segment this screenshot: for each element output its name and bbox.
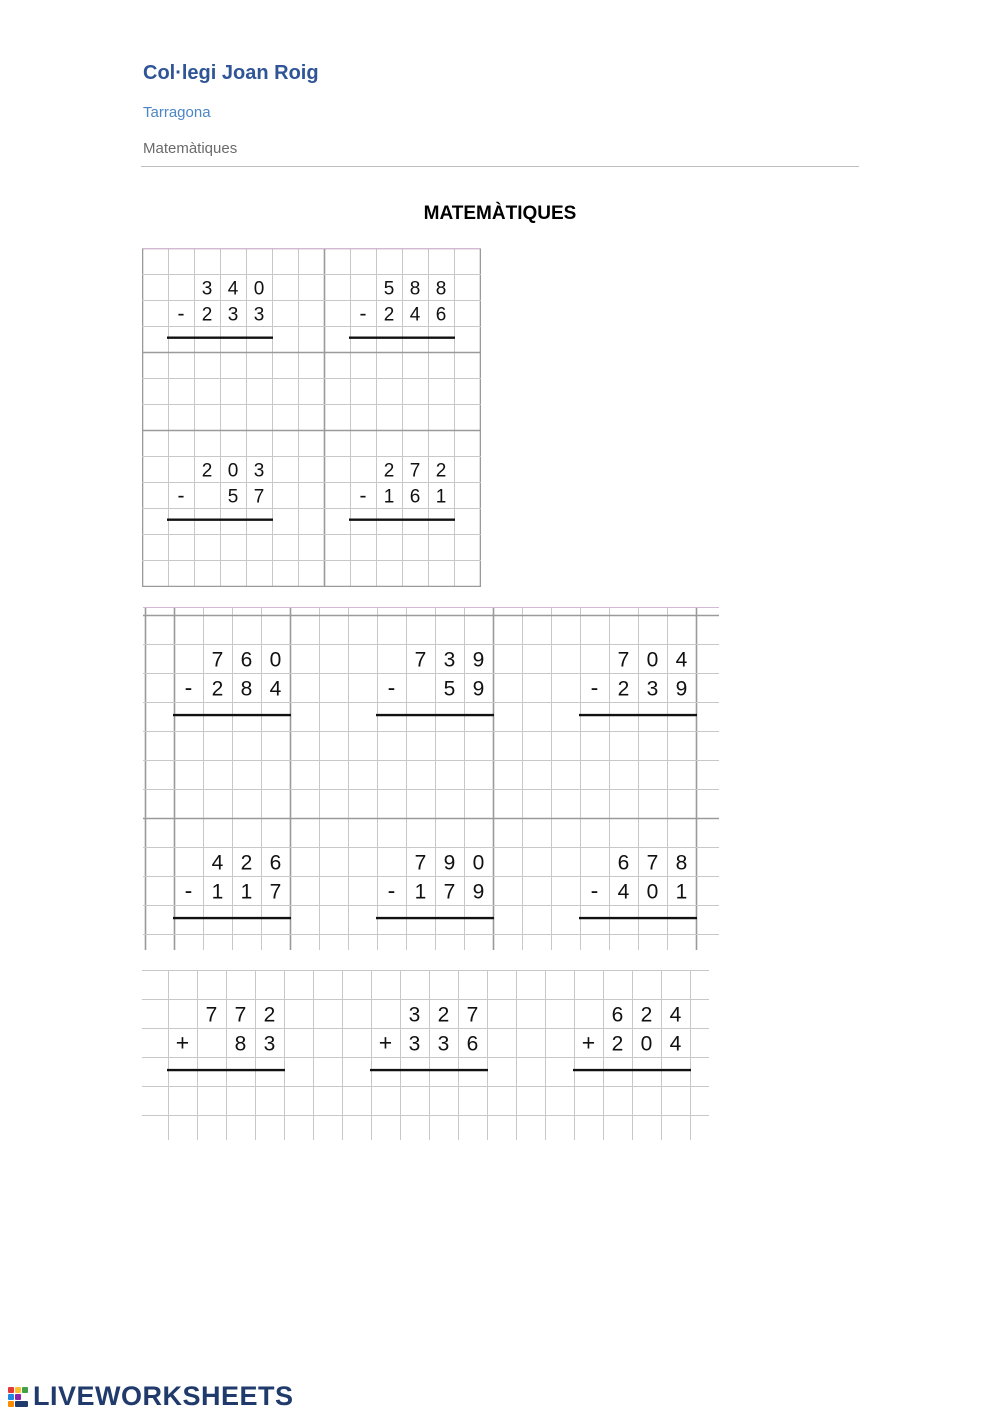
digit: 4 — [227, 278, 239, 300]
digit: 6 — [611, 1003, 624, 1027]
digit: 4 — [669, 1003, 682, 1027]
digit: 2 — [201, 460, 213, 482]
digit: 7 — [409, 460, 421, 482]
plus-sign: + — [175, 1029, 190, 1056]
digit: 2 — [617, 677, 630, 701]
digit: 6 — [269, 851, 282, 875]
digit: 0 — [640, 1032, 653, 1056]
digit: 3 — [646, 677, 659, 701]
digit: 8 — [409, 278, 421, 300]
digit: 7 — [414, 851, 427, 875]
digit: 3 — [253, 460, 265, 482]
digit: 6 — [435, 304, 447, 326]
grid-paper — [142, 248, 481, 587]
digit: 2 — [211, 677, 224, 701]
digit: 5 — [227, 486, 239, 508]
digit: 4 — [409, 304, 421, 326]
school-name: Col·legi Joan Roig — [143, 62, 319, 84]
grid-paper — [142, 970, 709, 1140]
school-city: Tarragona — [143, 104, 211, 121]
digit: 1 — [675, 880, 688, 904]
digit: 9 — [675, 677, 688, 701]
digit: 4 — [675, 648, 688, 672]
digit: 7 — [205, 1003, 218, 1027]
digit: 5 — [383, 278, 395, 300]
digit: 1 — [383, 486, 395, 508]
digit: 0 — [227, 460, 239, 482]
digit: 7 — [414, 648, 427, 672]
addition-grid — [142, 970, 709, 1140]
digit: 1 — [414, 880, 427, 904]
digit: 7 — [253, 486, 265, 508]
digit: 9 — [443, 851, 456, 875]
subtraction-grid-2 — [143, 607, 719, 950]
digit: 8 — [675, 851, 688, 875]
digit: 4 — [669, 1032, 682, 1056]
digit: 3 — [227, 304, 239, 326]
page-title: MATEMÀTIQUES — [423, 203, 577, 224]
digit: 3 — [437, 1032, 450, 1056]
footer-logo — [8, 1381, 294, 1411]
digit: 1 — [211, 880, 224, 904]
digit: 4 — [269, 677, 282, 701]
digit: 2 — [240, 851, 253, 875]
digit: 0 — [269, 648, 282, 672]
digit: 6 — [240, 648, 253, 672]
digit: 5 — [443, 677, 456, 701]
subject-label: Matemàtiques — [143, 140, 238, 157]
digit: 7 — [234, 1003, 247, 1027]
liveworksheets-logo-icon — [8, 1385, 30, 1407]
footer-brand: LIVEWORKSHEETS — [33, 1380, 294, 1411]
digit: 0 — [253, 278, 265, 300]
digit: 0 — [472, 851, 485, 875]
digit: 7 — [443, 880, 456, 904]
digit: 7 — [466, 1003, 479, 1027]
minus-sign: - — [359, 302, 367, 326]
digit: 6 — [409, 486, 421, 508]
digit: 3 — [201, 278, 213, 300]
digit: 2 — [383, 460, 395, 482]
minus-sign: - — [387, 877, 396, 904]
digit: 8 — [240, 677, 253, 701]
digit: 6 — [466, 1032, 479, 1056]
digit: 2 — [263, 1003, 276, 1027]
minus-sign: - — [590, 674, 599, 701]
digit: 4 — [211, 851, 224, 875]
digit: 8 — [234, 1032, 247, 1056]
plus-sign: + — [378, 1029, 393, 1056]
minus-sign: - — [359, 484, 367, 508]
minus-sign: - — [177, 302, 185, 326]
minus-sign: - — [184, 877, 193, 904]
digit: 3 — [253, 304, 265, 326]
minus-sign: - — [590, 877, 599, 904]
digit: 6 — [617, 851, 630, 875]
subtraction-grid-1 — [142, 248, 481, 587]
digit: 2 — [611, 1032, 624, 1056]
digit: 7 — [646, 851, 659, 875]
plus-sign: + — [581, 1029, 596, 1056]
digit: 7 — [211, 648, 224, 672]
digit: 2 — [640, 1003, 653, 1027]
digit: 8 — [435, 278, 447, 300]
digit: 1 — [435, 486, 447, 508]
digit: 2 — [201, 304, 213, 326]
digit: 7 — [617, 648, 630, 672]
digit: 9 — [472, 880, 485, 904]
digit: 0 — [646, 880, 659, 904]
digit: 2 — [383, 304, 395, 326]
digit: 2 — [435, 460, 447, 482]
minus-sign: - — [177, 484, 185, 508]
digit: 4 — [617, 880, 630, 904]
digit: 3 — [408, 1003, 421, 1027]
digit: 0 — [646, 648, 659, 672]
digit: 3 — [408, 1032, 421, 1056]
digit: 2 — [437, 1003, 450, 1027]
minus-sign: - — [184, 674, 193, 701]
digit: 3 — [443, 648, 456, 672]
header-divider — [141, 166, 859, 167]
minus-sign: - — [387, 674, 396, 701]
digit: 3 — [263, 1032, 276, 1056]
digit: 9 — [472, 677, 485, 701]
digit: 9 — [472, 648, 485, 672]
digit: 7 — [269, 880, 282, 904]
digit: 1 — [240, 880, 253, 904]
grid-paper — [143, 607, 719, 950]
